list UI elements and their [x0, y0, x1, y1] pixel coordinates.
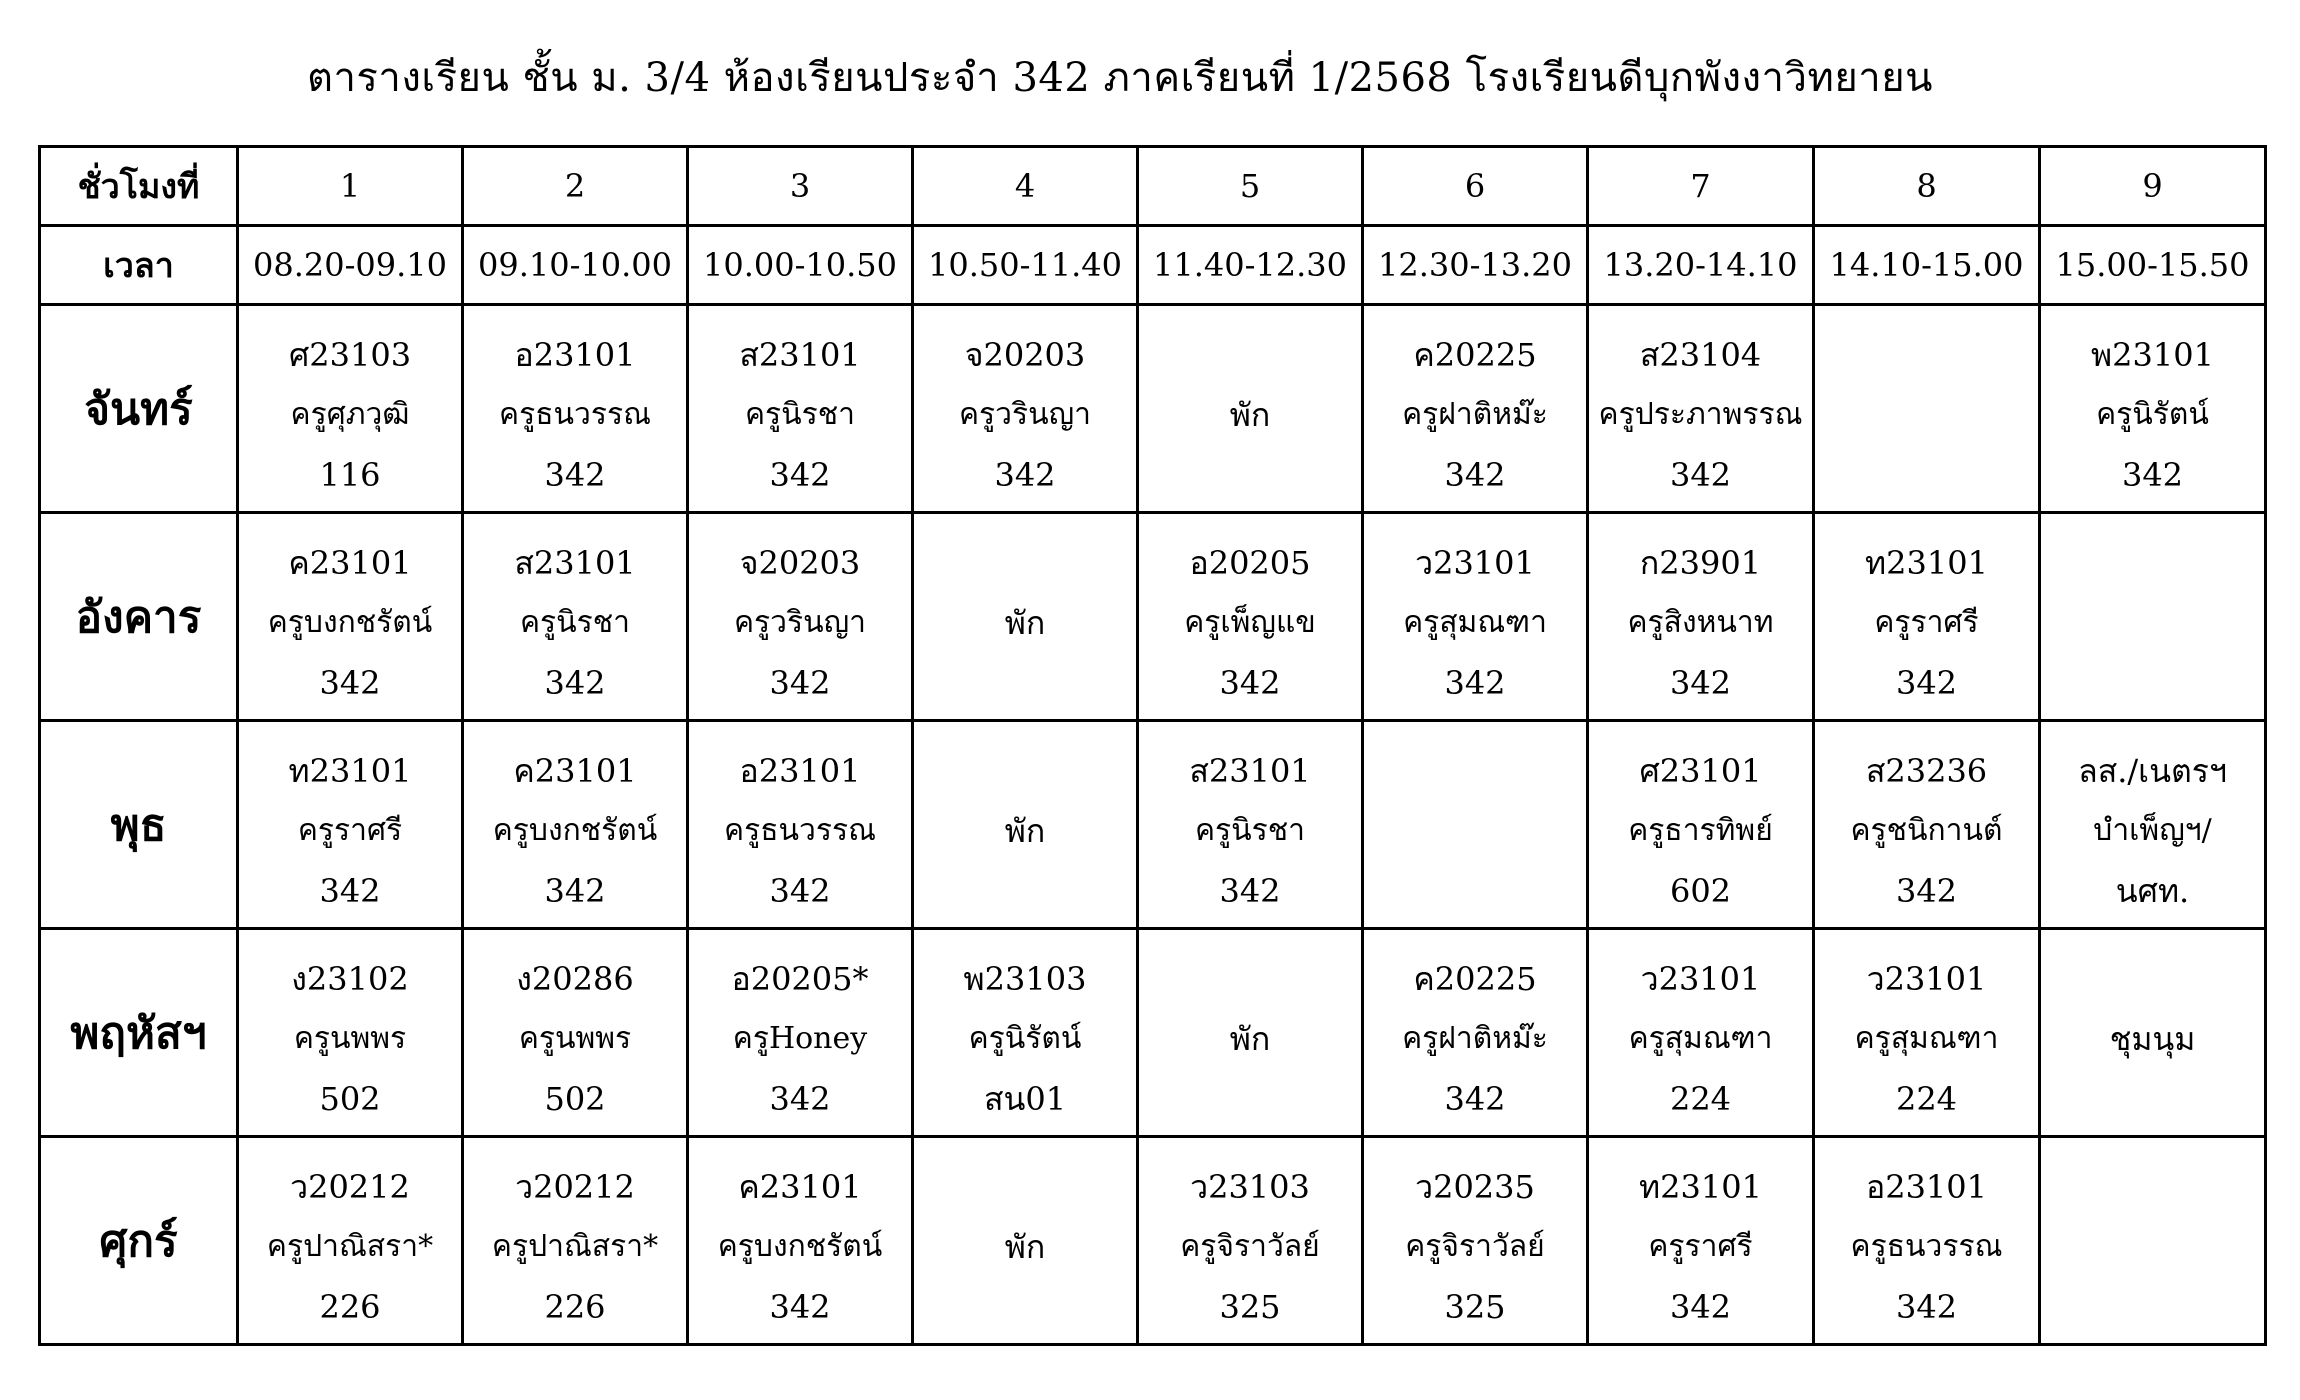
teacher-name: ครูธารทิพย์ — [1628, 812, 1773, 848]
time-slot: 14.10-15.00 — [1814, 226, 2040, 305]
schedule-cell — [1138, 1137, 1363, 1345]
schedule-cell — [238, 1137, 463, 1345]
period-number: 6 — [1363, 147, 1588, 226]
period-number: 2 — [463, 147, 688, 226]
subject-code: พ23101 — [2091, 335, 2214, 374]
subject-code: ท23101 — [1639, 1167, 1762, 1206]
day-row — [40, 513, 2266, 721]
schedule-cell — [1814, 513, 2040, 721]
schedule-cell — [1138, 929, 1363, 1137]
schedule-cell — [1363, 305, 1588, 513]
schedule-cell — [1138, 513, 1363, 721]
schedule-cell — [2040, 721, 2266, 929]
teacher-name: ครูธนวรรณ — [724, 812, 876, 848]
room-number: 502 — [544, 1079, 606, 1118]
teacher-name: ครูจิราวัลย์ — [1180, 1228, 1320, 1264]
subject-code: ส23101 — [514, 543, 636, 582]
teacher-name: ครูนิรชา — [744, 396, 855, 432]
time-slot: 09.10-10.00 — [463, 226, 688, 305]
schedule-cell — [2040, 1137, 2266, 1345]
room-number: 342 — [1895, 871, 1958, 910]
teacher-name: ครูปาณิสรา* — [491, 1228, 659, 1264]
teacher-name: ครูสุมณฑา — [1403, 604, 1547, 640]
subject-code: พัก — [1229, 395, 1271, 434]
subject-code: ส23101 — [1189, 751, 1311, 790]
day-row — [40, 1137, 2266, 1345]
room-number: 342 — [1219, 663, 1281, 702]
day-row — [40, 721, 2266, 929]
room-number: 342 — [1444, 663, 1506, 702]
subject-code: อ23101 — [739, 751, 861, 790]
room-number: 342 — [1444, 1079, 1506, 1118]
subject-code: ส23236 — [1865, 751, 1988, 790]
subject-code — [1364, 819, 1586, 831]
room-number: 342 — [544, 663, 606, 702]
schedule-cell — [238, 929, 463, 1137]
subject-code: ค20225 — [1413, 959, 1537, 998]
subject-code — [1815, 403, 2038, 415]
period-number: 3 — [688, 147, 913, 226]
subject-code: ว23103 — [1190, 1167, 1310, 1206]
schedule-cell — [1363, 929, 1588, 1137]
teacher-name: ครูเพ็ญแข — [1184, 604, 1316, 640]
subject-code: อ23101 — [514, 335, 636, 374]
schedule-cell — [463, 721, 688, 929]
time-slot: 10.00-10.50 — [688, 226, 913, 305]
room-number: 602 — [1669, 871, 1732, 910]
day-label: อังคาร — [40, 513, 238, 721]
subject-code: ท23101 — [1865, 543, 1988, 582]
room-number: 325 — [1444, 1287, 1506, 1326]
room-number: 342 — [769, 1287, 831, 1326]
day-label: จันทร์ — [40, 305, 238, 513]
teacher-name: ครูฝาติหม๊ะ — [1402, 396, 1548, 432]
teacher-name: ครูสิงหนาท — [1627, 604, 1774, 640]
day-row — [40, 305, 2266, 513]
subject-code: ส23101 — [739, 335, 861, 374]
teacher-name: ครูHoney — [732, 1020, 868, 1056]
schedule-cell — [1363, 721, 1588, 929]
teacher-name: ครูชนิกานต์ — [1850, 812, 2003, 848]
teacher-name: ครูสุมณฑา — [1628, 1020, 1773, 1056]
room-number: 342 — [1219, 871, 1281, 910]
schedule-cell — [1138, 721, 1363, 929]
teacher-name: ครูบงกชรัตน์ — [267, 604, 433, 640]
time-slot: 15.00-15.50 — [2040, 226, 2266, 305]
teacher-name: ครูบงกชรัตน์ — [492, 812, 658, 848]
schedule-cell — [688, 1137, 913, 1345]
schedule-cell — [2040, 513, 2266, 721]
schedule-cell — [913, 1137, 1138, 1345]
room-number: 342 — [319, 663, 381, 702]
schedule-cell — [1588, 305, 1814, 513]
schedule-cell — [1814, 929, 2040, 1137]
schedule-cell — [688, 929, 913, 1137]
time-slot: 13.20-14.10 — [1588, 226, 1814, 305]
schedule-cell — [1814, 1137, 2040, 1345]
period-number: 4 — [913, 147, 1138, 226]
teacher-name: บำเพ็ญฯ/ — [2093, 812, 2212, 848]
period-number: 5 — [1138, 147, 1363, 226]
schedule-cell — [463, 305, 688, 513]
schedule-cell — [1588, 513, 1814, 721]
schedule-cell — [463, 513, 688, 721]
period-header-label: ชั่วโมงที่ — [40, 147, 238, 226]
day-label: พฤหัสฯ — [40, 929, 238, 1137]
teacher-name: ครูนิรัตน์ — [2096, 396, 2209, 432]
schedule-cell — [1588, 1137, 1814, 1345]
room-number: 116 — [319, 455, 381, 494]
schedule-cell — [238, 721, 463, 929]
period-number: 9 — [2040, 147, 2266, 226]
room-number: 342 — [769, 455, 831, 494]
teacher-name: ครูปาณิสรา* — [266, 1228, 434, 1264]
period-number: 1 — [238, 147, 463, 226]
subject-code: ก23901 — [1639, 543, 1762, 582]
room-number: 325 — [1219, 1287, 1281, 1326]
subject-code: อ23101 — [1865, 1167, 1987, 1206]
subject-code: พัก — [1004, 603, 1046, 642]
subject-code: อ20205 — [1189, 543, 1311, 582]
teacher-name: ครูราศรี — [1648, 1228, 1753, 1264]
schedule-cell — [1814, 721, 2040, 929]
teacher-name: ครูนพพร — [293, 1020, 407, 1056]
subject-code: ว23101 — [1866, 959, 1987, 998]
room-number: 342 — [769, 1079, 831, 1118]
schedule-cell — [913, 513, 1138, 721]
room-number: 342 — [994, 455, 1056, 494]
room-number: 342 — [1669, 663, 1732, 702]
schedule-cell — [1363, 513, 1588, 721]
schedule-cell — [238, 513, 463, 721]
subject-code: ศ23103 — [288, 335, 412, 374]
schedule-cell — [688, 513, 913, 721]
teacher-name: ครูนพพร — [518, 1020, 632, 1056]
subject-code: ค23101 — [738, 1167, 862, 1206]
schedule-cell — [2040, 305, 2266, 513]
teacher-name: ครูบงกชรัตน์ — [717, 1228, 883, 1264]
schedule-cell — [1138, 305, 1363, 513]
subject-code: ชุมนุม — [2109, 1019, 2196, 1058]
day-label: พุธ — [40, 721, 238, 929]
schedule-cell — [1588, 721, 1814, 929]
room-number: 502 — [319, 1079, 381, 1118]
time-slot: 11.40-12.30 — [1138, 226, 1363, 305]
subject-code: ส23104 — [1639, 335, 1762, 374]
room-number: 342 — [1669, 1287, 1732, 1326]
teacher-name: ครูราศรี — [297, 812, 403, 848]
schedule-cell — [1363, 1137, 1588, 1345]
schedule-cell — [2040, 929, 2266, 1137]
period-number: 7 — [1588, 147, 1814, 226]
teacher-name: ครูฝาติหม๊ะ — [1402, 1020, 1548, 1056]
time-header-label: เวลา — [40, 226, 238, 305]
room-number: 342 — [1444, 455, 1506, 494]
room-number: 224 — [1669, 1079, 1732, 1118]
schedule-cell — [913, 305, 1138, 513]
subject-code: ง20286 — [516, 959, 634, 998]
time-slot: 12.30-13.20 — [1363, 226, 1588, 305]
teacher-name: ครูจิราวัลย์ — [1405, 1228, 1545, 1264]
subject-code: ค20225 — [1413, 335, 1537, 374]
room-number: 342 — [1895, 1287, 1958, 1326]
room-number: 342 — [544, 455, 606, 494]
room-number: 342 — [1895, 663, 1958, 702]
subject-code: ว23101 — [1640, 959, 1761, 998]
room-number: 226 — [319, 1287, 381, 1326]
period-header-row — [40, 147, 2266, 226]
subject-code: ลส./เนตรฯ — [2078, 751, 2227, 790]
room-number: 342 — [769, 663, 831, 702]
room-number: 224 — [1895, 1079, 1958, 1118]
schedule-cell — [913, 929, 1138, 1137]
subject-code: ท23101 — [288, 751, 412, 790]
time-header-row — [40, 226, 2266, 305]
room-number: สน01 — [983, 1079, 1067, 1118]
schedule-cell — [238, 305, 463, 513]
schedule-cell — [463, 929, 688, 1137]
room-number: 342 — [769, 871, 831, 910]
schedule-cell — [1588, 929, 1814, 1137]
room-number: 342 — [544, 871, 606, 910]
teacher-name: ครูวรินญา — [958, 396, 1092, 432]
subject-code — [2041, 611, 2264, 623]
teacher-name: ครูนิรัตน์ — [968, 1020, 1082, 1056]
subject-code: พัก — [1229, 1019, 1271, 1058]
schedule-cell — [913, 721, 1138, 929]
subject-code: พัก — [1004, 1227, 1046, 1266]
schedule-cell — [688, 721, 913, 929]
schedule-cell — [463, 1137, 688, 1345]
teacher-name: ครูนิรชา — [1194, 812, 1305, 848]
subject-code: พัก — [1004, 811, 1046, 850]
teacher-name: ครูวรินญา — [733, 604, 867, 640]
room-number: 342 — [319, 871, 381, 910]
subject-code: จ20203 — [739, 543, 861, 582]
teacher-name: ครูสุมณฑา — [1854, 1020, 1999, 1056]
teacher-name: ครูธนวรรณ — [499, 396, 651, 432]
subject-code: ศ23101 — [1639, 751, 1762, 790]
subject-code: ว20212 — [515, 1167, 635, 1206]
teacher-name: ครูนิรชา — [519, 604, 630, 640]
subject-code: ค23101 — [288, 543, 412, 582]
subject-code: ว20212 — [290, 1167, 410, 1206]
subject-code: พ23103 — [963, 959, 1087, 998]
subject-code: ว20235 — [1415, 1167, 1535, 1206]
schedule-cell — [688, 305, 913, 513]
subject-code: ค23101 — [513, 751, 637, 790]
day-row — [40, 929, 2266, 1137]
teacher-name: ครูราศรี — [1874, 604, 1979, 640]
room-number: 226 — [544, 1287, 606, 1326]
room-number: 342 — [2121, 455, 2184, 494]
teacher-name: ครูศุภวุฒิ — [290, 396, 410, 432]
subject-code — [2041, 1235, 2264, 1247]
teacher-name: ครูธนวรรณ — [1850, 1228, 2003, 1264]
page-title: ตารางเรียน ชั้น ม. 3/4 ห้องเรียนประจำ 342 ภาคเรียนที่ 1/2568 โรงเรียนดีบุกพังงาวิทยายน — [306, 55, 1934, 101]
period-number: 8 — [1814, 147, 2040, 226]
time-slot: 08.20-09.10 — [238, 226, 463, 305]
day-label: ศุกร์ — [40, 1137, 238, 1345]
room-number: 342 — [1669, 455, 1732, 494]
subject-code: จ20203 — [964, 335, 1086, 374]
subject-code: อ20205* — [731, 959, 869, 998]
teacher-name: ครูประภาพรรณ — [1598, 396, 1803, 432]
timetable — [38, 145, 2267, 1346]
subject-code: ว23101 — [1415, 543, 1535, 582]
subject-code: ง23102 — [291, 959, 409, 998]
time-slot: 10.50-11.40 — [913, 226, 1138, 305]
room-number: นศท. — [2115, 871, 2190, 910]
day-rows — [40, 305, 2266, 1345]
schedule-cell — [1814, 305, 2040, 513]
